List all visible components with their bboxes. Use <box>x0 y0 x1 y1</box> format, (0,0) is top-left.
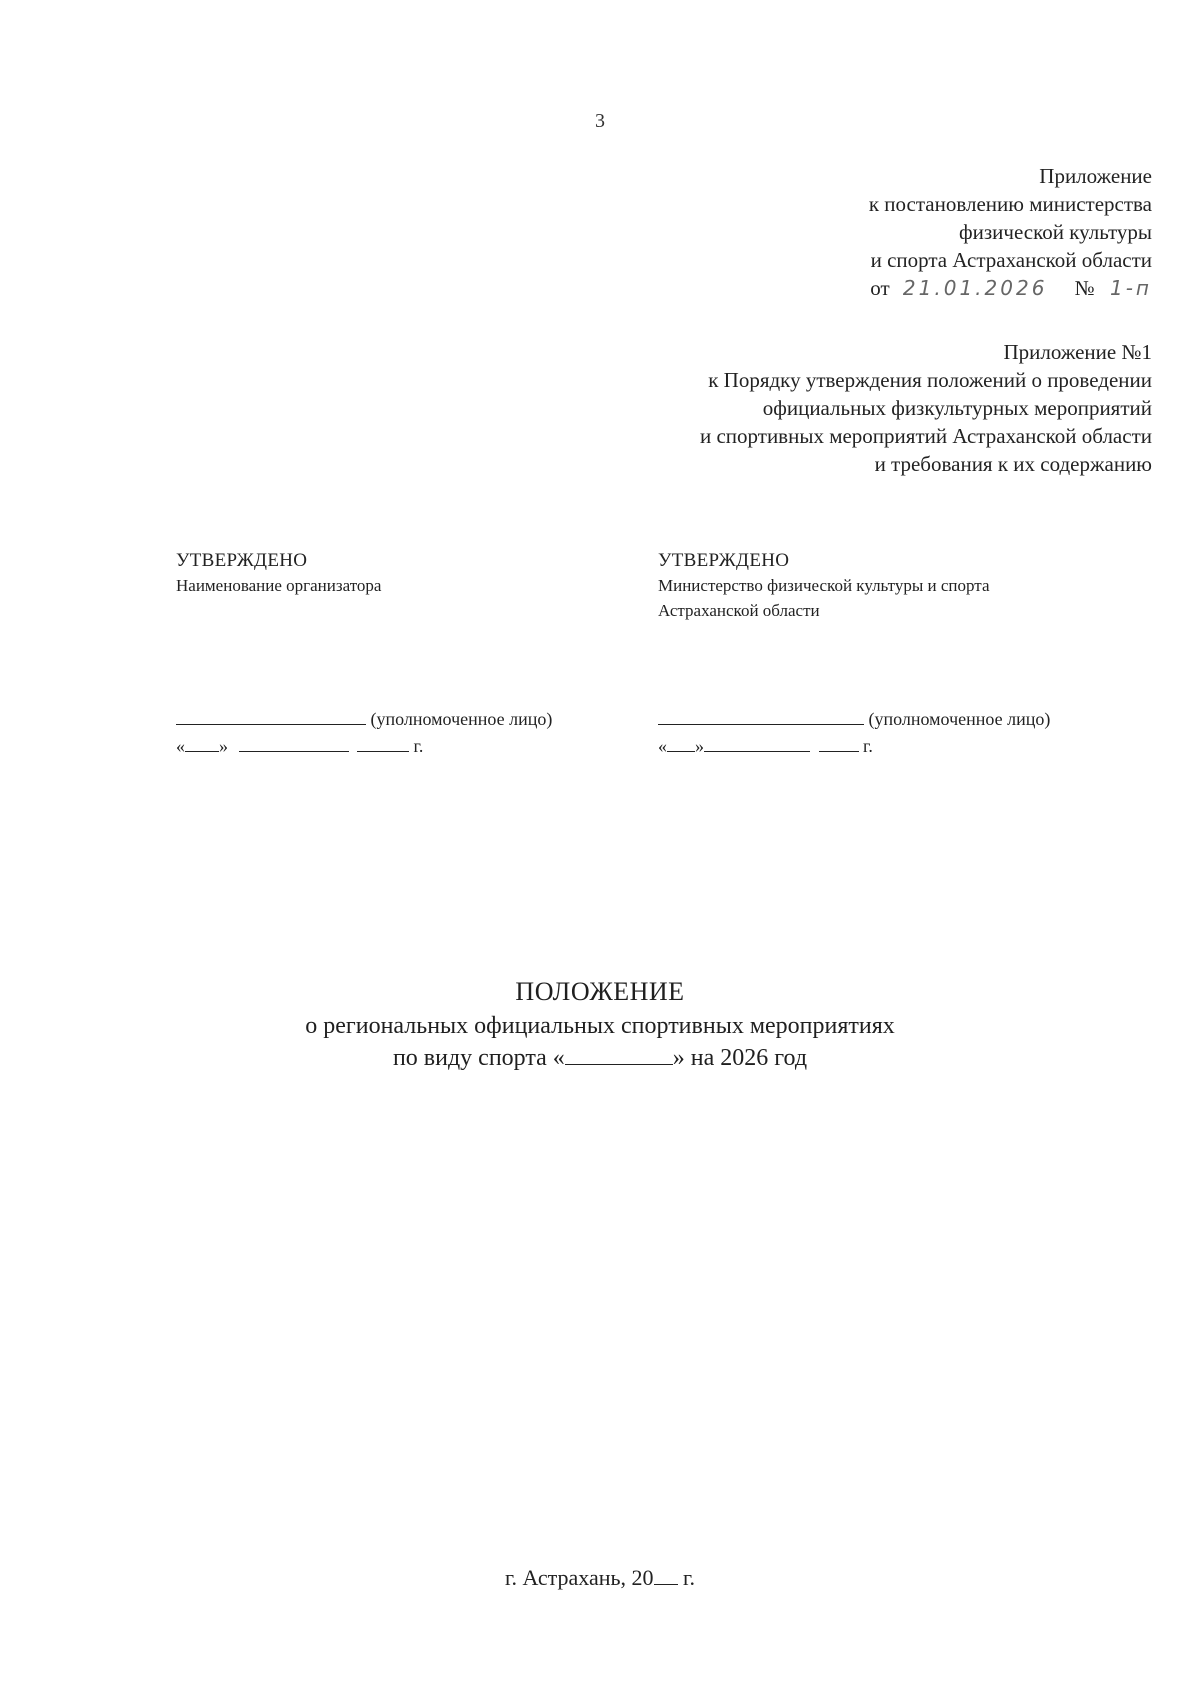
appendix-main-line-4: и спорта Астраханской области <box>870 248 1152 272</box>
appendix-1-line-3: официальных физкультурных мероприятий <box>762 396 1152 420</box>
year-blank-left <box>357 733 409 752</box>
year-suffix-right: г. <box>863 736 873 756</box>
appendix-1-line-1: Приложение №1 <box>1003 340 1152 364</box>
year-blank <box>654 1566 678 1585</box>
place-suffix: г. <box>677 1565 696 1590</box>
appendix-1-line-5: и требования к их содержанию <box>874 452 1152 476</box>
organizer-name-label: Наименование организатора <box>176 576 382 595</box>
month-blank-right <box>704 733 810 752</box>
document-subtitle: о региональных официальных спортивных мероприятиях <box>305 1013 895 1039</box>
handwritten-date: 21.01.2026 <box>902 276 1048 300</box>
day-blank-left <box>185 733 219 752</box>
appendix-main-line-2: к постановлению министерства <box>868 192 1152 216</box>
signature-blank-right <box>658 706 864 725</box>
approve-heading-right: УТВЕРЖДЕНО <box>658 550 790 571</box>
document-title: ПОЛОЖЕНИЕ <box>515 977 685 1006</box>
document-title-block <box>0 974 1200 1074</box>
sport-line-prefix: по виду спорта « <box>392 1045 565 1071</box>
month-blank-left <box>239 733 349 752</box>
date-prefix: от <box>870 276 890 300</box>
appendix-main-line-1: Приложение <box>1039 164 1152 188</box>
approve-organizer-block <box>176 548 616 598</box>
sport-name-blank <box>565 1042 673 1065</box>
ministry-name-line-2: Астраханской области <box>658 601 820 620</box>
page-number: 3 <box>595 110 605 132</box>
signature-line-left <box>176 706 552 730</box>
appendix-main-block <box>869 162 1152 302</box>
place-prefix: г. Астрахань, 20 <box>504 1565 654 1590</box>
number-prefix: № <box>1074 276 1095 300</box>
authorized-person-label-left: (уполномоченное лицо) <box>370 709 553 729</box>
appendix-1-line-2: к Порядку утверждения положений о проведении <box>708 368 1152 392</box>
date-line-right <box>658 733 873 757</box>
handwritten-number: 1-п <box>1109 276 1152 300</box>
approve-heading-left: УТВЕРЖДЕНО <box>176 550 308 571</box>
authorized-person-label-right: (уполномоченное лицо) <box>868 709 1051 729</box>
quote-open-right: « <box>658 736 667 756</box>
quote-open-left: « <box>176 736 185 756</box>
appendix-1-block <box>700 338 1152 478</box>
quote-close-right: » <box>695 736 704 756</box>
signature-line-right <box>658 706 1050 730</box>
appendix-1-line-4: и спортивных мероприятий Астраханской области <box>700 424 1152 448</box>
document-sport-line <box>0 1042 1200 1074</box>
resolution-date-line <box>869 274 1152 302</box>
sport-line-suffix: » на 2026 год <box>672 1045 808 1071</box>
signature-blank-left <box>176 706 366 725</box>
ministry-name-line-1: Министерство физической культуры и спорта <box>658 576 990 595</box>
approve-ministry-block <box>658 548 1138 623</box>
quote-close-left: » <box>219 736 228 756</box>
appendix-main-line-3: физической культуры <box>959 220 1152 244</box>
year-suffix-left: г. <box>413 736 424 756</box>
date-line-left <box>176 733 423 757</box>
place-and-year <box>0 1565 1200 1591</box>
year-blank-right <box>819 733 859 752</box>
day-blank-right <box>667 733 695 752</box>
